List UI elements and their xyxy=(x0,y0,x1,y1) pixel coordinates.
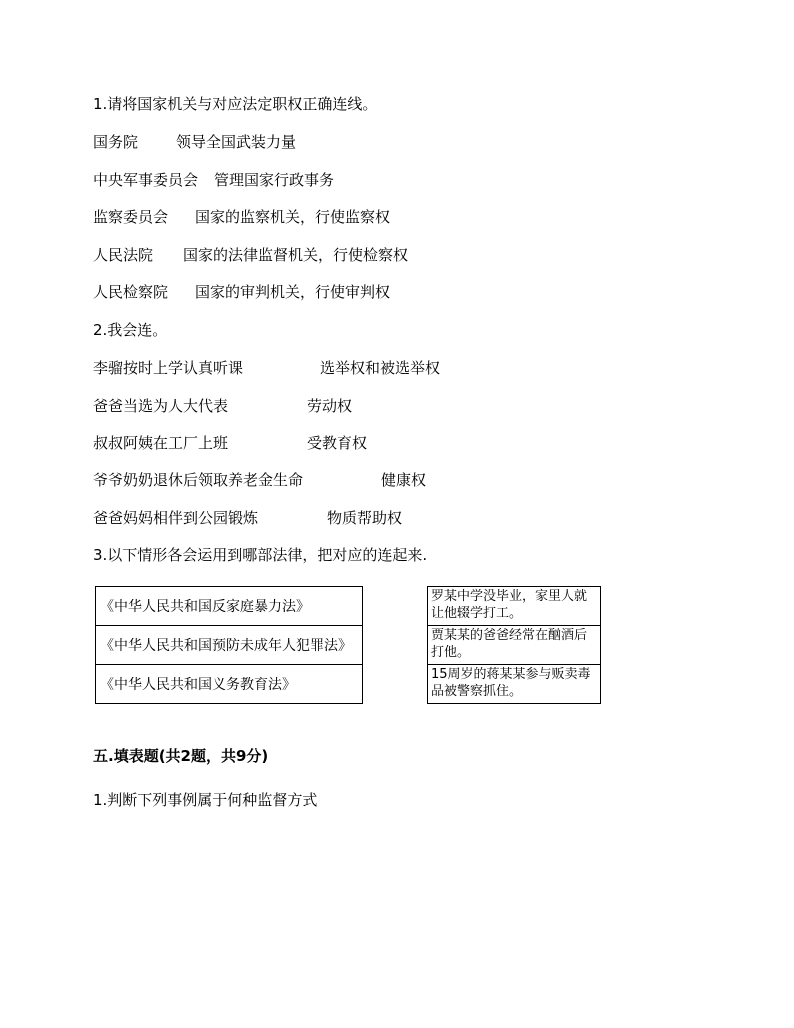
law-cell: 《中华人民共和国预防未成年人犯罪法》 xyxy=(96,626,363,665)
case-cell: 贾某某的爸爸经常在酗酒后打他。 xyxy=(428,626,601,665)
section5-q1-title: 1.判断下列事例属于何种监督方式 xyxy=(93,791,318,809)
q1-row xyxy=(93,245,409,265)
q1-left: 中央军事委员会 xyxy=(93,171,199,189)
law-cell: 《中华人民共和国义务教育法》 xyxy=(96,665,363,704)
q2-right: 健康权 xyxy=(381,471,427,489)
q2-left: 叔叔阿姨在工厂上班 xyxy=(93,434,229,452)
q2-right: 选举权和被选举权 xyxy=(320,359,441,377)
law-cell: 《中华人民共和国反家庭暴力法》 xyxy=(96,587,363,626)
q1-row xyxy=(93,132,297,152)
q1-right: 国家的监察机关，行使监察权 xyxy=(195,208,391,226)
q1-row xyxy=(93,170,335,190)
q1-right: 领导全国武装力量 xyxy=(176,133,297,151)
q2-left: 爷爷奶奶退休后领取养老金生命 xyxy=(93,471,304,489)
case-cell: 罗某中学没毕业，家里人就让他辍学打工。 xyxy=(428,587,601,626)
q1-right: 国家的法律监督机关，行使检察权 xyxy=(183,246,409,264)
q2-row xyxy=(93,508,403,528)
q1-row xyxy=(93,207,391,227)
q1-right: 管理国家行政事务 xyxy=(214,171,335,189)
q3-title: 3.以下情形各会运用到哪部法律，把对应的连起来. xyxy=(93,546,428,564)
q2-title: 2.我会连。 xyxy=(93,321,168,339)
section-title: 五.填表题(共2题，共9分) xyxy=(93,747,269,765)
q1-left: 监察委员会 xyxy=(93,208,169,226)
q2-row xyxy=(93,358,441,378)
q1-right: 国家的审判机关，行使审判权 xyxy=(195,283,391,301)
q2-left: 爸爸妈妈相伴到公园锻炼 xyxy=(93,509,259,527)
q2-left: 李骝按时上学认真听课 xyxy=(93,359,244,377)
q2-row xyxy=(93,396,353,416)
case-table xyxy=(427,586,601,704)
q1-left: 国务院 xyxy=(93,133,139,151)
q1-title: 1.请将国家机关与对应法定职权正确连线。 xyxy=(93,95,378,113)
q2-row xyxy=(93,433,368,453)
q2-left: 爸爸当选为人大代表 xyxy=(93,397,229,415)
q2-right: 受教育权 xyxy=(307,434,368,452)
q2-right: 劳动权 xyxy=(307,397,353,415)
q2-right: 物质帮助权 xyxy=(327,509,403,527)
q2-row xyxy=(93,470,427,490)
q1-left: 人民检察院 xyxy=(93,283,169,301)
case-cell: 15周岁的蒋某某参与贩卖毒品被警察抓住。 xyxy=(428,665,601,704)
q1-left: 人民法院 xyxy=(93,246,154,264)
law-table xyxy=(95,586,363,704)
q1-row xyxy=(93,282,391,302)
